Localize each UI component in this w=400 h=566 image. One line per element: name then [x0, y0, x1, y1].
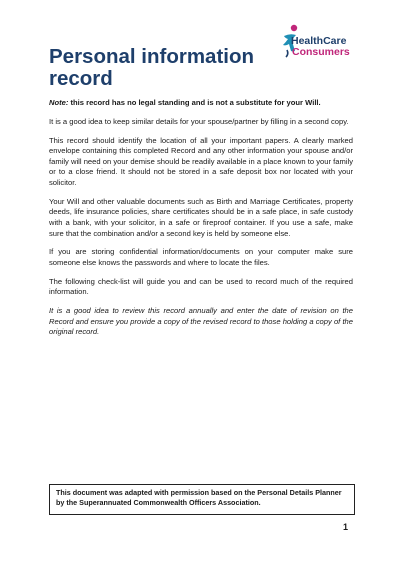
title-line-1: Personal information	[49, 45, 255, 68]
title-line-2: record	[49, 67, 113, 90]
page-title	[49, 46, 259, 90]
logo-text-consumers: Consumers	[292, 46, 350, 58]
paragraph-review-annually: It is a good idea to review this record annually and enter the date of revision on the Record and ensure you provide a copy of the revised record to those holding a copy of the original record.	[49, 306, 353, 337]
logo-wordmark	[291, 36, 350, 58]
paragraph-computer-files: If you are storing confidential information/documents on your computer make sure someone else knows the passwords and where to locate the files.	[49, 247, 353, 267]
attribution-box: This document was adapted with permission based on the Personal Details Planner by the Superannuated Commonwealth Officers Association.	[49, 484, 355, 515]
document-body	[49, 98, 353, 346]
note-label: Note:	[49, 98, 69, 107]
paragraph-checklist: The following check-list will guide you and can be used to record much of the required information.	[49, 276, 353, 297]
paragraph-valuable-documents: Your Will and other valuable documents such as Birth and Marriage Certificates, property deeds, life insurance policies, share certificates should be in a safe place, in safe custody with a bank, with your solicitor, in a safe or fireproof container. If you use a safe, make sure that the combination and/or a second key is held by someone else.	[49, 196, 353, 238]
page-number: 1	[343, 522, 349, 532]
healthcare-consumers-logo	[276, 22, 376, 66]
note-text: this record has no legal standing and is not a substitute for your Will.	[68, 98, 321, 107]
logo-text-healthcare: HealthCare	[291, 35, 347, 47]
note-paragraph	[49, 98, 353, 109]
paragraph-record-location: This record should identify the location of all your important papers. A clearly marked envelope containing this completed Record and any other information your spouse and/or family will need on your demise should be readily available in a place known to your family or to a close friend. It should not be stored in a safe deposit box nor located with your solicitor.	[49, 135, 353, 187]
paragraph-spouse-copy: It is a good idea to keep similar details for your spouse/partner by filling in a second copy.	[49, 116, 349, 126]
